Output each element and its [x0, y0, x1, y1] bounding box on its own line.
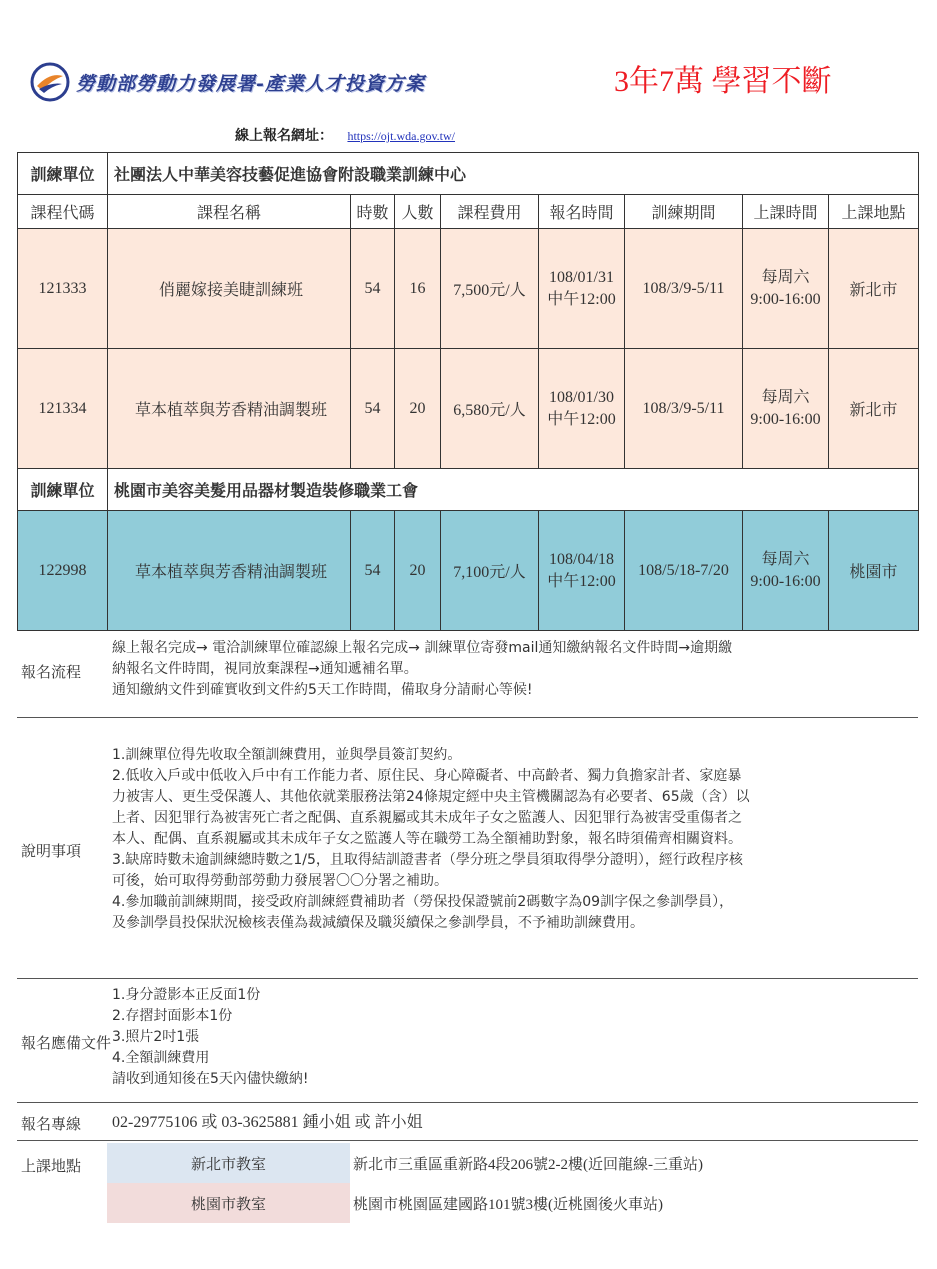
column-header: 課程名稱: [108, 195, 351, 229]
course-name: 草本植萃與芳香精油調製班: [108, 511, 351, 631]
registration-time: 中午12:00: [547, 290, 616, 308]
training-unit-name: 桃園市美容美髮用品器材製造裝修職業工會: [108, 469, 919, 511]
text-line: 本人、配偶、直系親屬或其未成年子女之監護人等在職勞工為全額補助對象，報名時須備齊相關資料。: [112, 831, 742, 847]
registration-time: 中午12:00: [547, 572, 616, 590]
column-header: 上課地點: [829, 195, 919, 229]
text-line: 上者、因犯罪行為被害死亡者之配偶、直系親屬或其未成年子女之監護人、因犯罪行為被害受重傷者之: [112, 810, 742, 826]
course-name: 草本植萃與芳香精油調製班: [108, 349, 351, 469]
registration-date: 108/01/30: [549, 388, 614, 406]
course-seats: 16: [395, 229, 441, 349]
text-line: 2.低收入戶或中低收入戶中有工作能力者、原住民、身心障礙者、中高齡者、獨力負擔家計者、家庭暴: [112, 768, 742, 784]
course-code: 122998: [18, 511, 108, 631]
class-time: 9:00-16:00: [750, 290, 821, 308]
section-body: [112, 985, 916, 1090]
location-name: 新北市教室: [107, 1143, 350, 1183]
documents-section: [17, 982, 918, 1100]
training-unit-label: 訓練單位: [18, 153, 108, 195]
column-header: 時數: [351, 195, 395, 229]
text-line: 可後，始可取得勞動部勞動力發展署〇〇分署之補助。: [112, 873, 448, 889]
registration-deadline: [539, 511, 625, 631]
course-code: 121334: [18, 349, 108, 469]
text-line: 1.訓練單位得先收取全額訓練費用，並與學員簽訂契約。: [112, 747, 462, 763]
text-line: 線上報名完成→ 電洽訓練單位確認線上報名完成→ 訓練單位寄發mail通知繳納報名文件時間→逾期繳: [112, 640, 733, 656]
table-header-row: [18, 195, 919, 229]
registration-deadline: [539, 349, 625, 469]
location-address: 桃園市桃園區建國路101號3樓(近桃園後火車站): [353, 1196, 663, 1213]
section-divider: [17, 978, 918, 979]
section-label: 報名流程: [21, 663, 82, 681]
course-seats: 20: [395, 349, 441, 469]
class-time: 9:00-16:00: [750, 410, 821, 428]
column-header: 報名時間: [539, 195, 625, 229]
text-line: 及參訓學員投保狀況檢核表僅為裁減續保及職災續保之參訓學員，不予補助訓練費用。: [112, 915, 644, 931]
text-line: 3.照片2吋1張: [112, 1029, 200, 1045]
registration-process-section: [17, 636, 918, 716]
training-period: 108/3/9-5/11: [625, 229, 743, 349]
text-line: 3.缺席時數未逾訓練總時數之1/5，且取得結訓證書者（學分班之學員須取得學分證明），經行政程序核: [112, 852, 743, 868]
training-unit-label: 訓練單位: [18, 469, 108, 511]
class-schedule: [743, 229, 829, 349]
section-body: [112, 638, 916, 701]
locations-section: [17, 1143, 918, 1225]
class-schedule: [743, 349, 829, 469]
hotline-section: [17, 1104, 918, 1140]
hotline-text: 02-29775106 或 03-3625881 鍾小姐 或 許小姐: [112, 1114, 423, 1131]
column-header: 訓練期間: [625, 195, 743, 229]
notes-section: [17, 740, 918, 976]
training-unit-row: [18, 153, 919, 195]
section-label: 報名應備文件: [21, 1034, 112, 1052]
class-schedule: [743, 511, 829, 631]
course-name: 俏麗嫁接美睫訓練班: [108, 229, 351, 349]
registration-date: 108/04/18: [549, 550, 614, 568]
text-line: 4.參加職前訓練期間，接受政府訓練經費補助者（勞保投保證號前2碼數字為09訓字保之參訓學員），: [112, 894, 734, 910]
table-row: [18, 349, 919, 469]
course-fee: 6,580元/人: [441, 349, 539, 469]
class-day: 每周六: [761, 550, 810, 568]
class-place: 新北市: [829, 229, 919, 349]
class-day: 每周六: [761, 388, 810, 406]
training-period: 108/5/18-7/20: [625, 511, 743, 631]
registration-date: 108/01/31: [549, 268, 614, 286]
slogan: 3年7萬 學習不斷: [614, 65, 832, 98]
text-line: 4.全額訓練費用: [112, 1050, 210, 1066]
location-address: 新北市三重區重新路4段206號2-2樓(近回龍線-三重站): [353, 1156, 703, 1173]
course-hours: 54: [351, 229, 395, 349]
text-line: 通知繳納文件到確實收到文件約5天工作時間，備取身分請耐心等候!: [112, 682, 533, 698]
class-day: 每周六: [761, 268, 810, 286]
text-line: 1.身分證影本正反面1份: [112, 987, 261, 1003]
registration-url-line: [235, 125, 455, 145]
section-label: 報名專線: [21, 1115, 82, 1133]
column-header: 課程費用: [441, 195, 539, 229]
text-line: 力被害人、更生受保護人、其他依就業服務法第24條規定經中央主管機關認為有必要者、65歲（含）以: [112, 789, 750, 805]
column-header: 上課時間: [743, 195, 829, 229]
training-unit-row: [18, 469, 919, 511]
registration-deadline: [539, 229, 625, 349]
section-divider: [17, 1102, 918, 1103]
section-label: 上課地點: [21, 1157, 82, 1175]
text-line: 納報名文件時間，視同放棄課程→通知遞補名單。: [112, 661, 418, 677]
course-hours: 54: [351, 349, 395, 469]
table-row: [18, 229, 919, 349]
column-header: 人數: [395, 195, 441, 229]
course-fee: 7,500元/人: [441, 229, 539, 349]
training-period: 108/3/9-5/11: [625, 349, 743, 469]
wda-emblem-icon: [30, 62, 70, 102]
class-place: 桃園市: [829, 511, 919, 631]
section-label: 說明事項: [21, 842, 82, 860]
section-divider: [17, 717, 918, 718]
logo-text: 勞動部勞動力發展署-產業人才投資方案: [76, 72, 425, 95]
table-row: [18, 511, 919, 631]
wda-logo: [30, 60, 470, 104]
course-seats: 20: [395, 511, 441, 631]
section-divider: [17, 1140, 918, 1141]
registration-time: 中午12:00: [547, 410, 616, 428]
training-unit-name: 社團法人中華美容技藝促進協會附設職業訓練中心: [108, 153, 919, 195]
text-line: 2.存摺封面影本1份: [112, 1008, 233, 1024]
location-name: 桃園市教室: [107, 1183, 350, 1223]
class-time: 9:00-16:00: [750, 572, 821, 590]
class-place: 新北市: [829, 349, 919, 469]
column-header: 課程代碼: [18, 195, 108, 229]
course-fee: 7,100元/人: [441, 511, 539, 631]
course-hours: 54: [351, 511, 395, 631]
course-table: [17, 152, 919, 631]
text-line: 請收到通知後在5天內儘快繳納!: [112, 1071, 309, 1087]
registration-url-label: 線上報名網址：: [235, 128, 333, 144]
section-body: [112, 745, 916, 934]
registration-url-link[interactable]: https://ojt.wda.gov.tw/: [347, 129, 456, 143]
course-code: 121333: [18, 229, 108, 349]
